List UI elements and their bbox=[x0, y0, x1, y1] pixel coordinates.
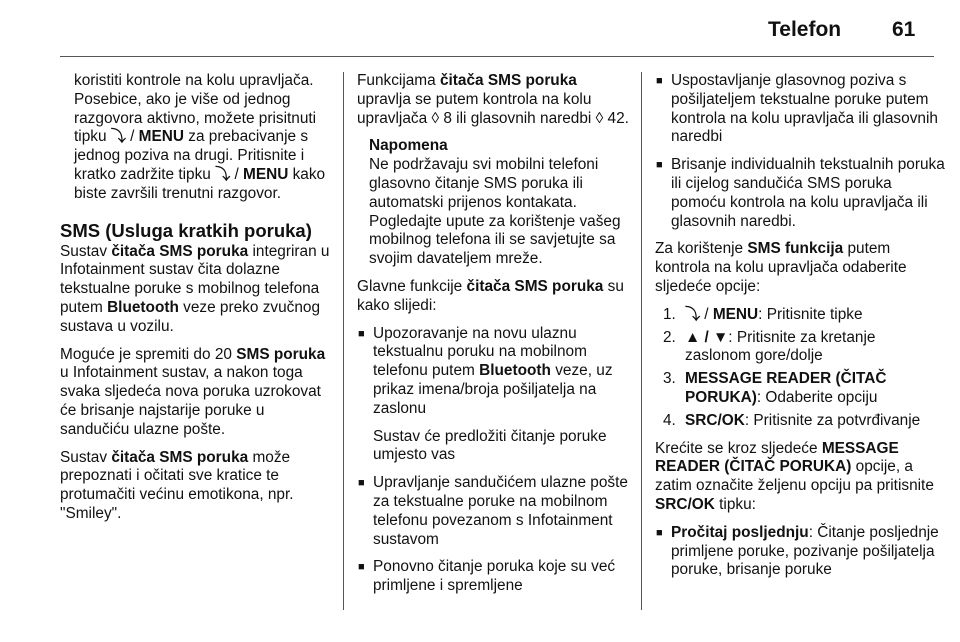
page-reference[interactable]: ◊ 42 bbox=[595, 109, 625, 127]
functions-list-continued bbox=[655, 72, 945, 231]
page-number: 61 bbox=[892, 18, 916, 41]
page-title: Telefon bbox=[768, 18, 842, 41]
navigation-paragraph: Krećite se kroz sljedeće MESSAGE READER (ČITAČ PORUKA) opcije, a zatim označite željenu opciju pa pritisnite SRC/OK tipku: bbox=[655, 439, 934, 513]
phone-icon: ⤵ bbox=[215, 165, 231, 183]
sms-storage-paragraph: Moguće je spremiti do 20 SMS poruka u Infotainment sustav, a nakon toga svaka sljedeća nova poruka uzrokovat će brisanje najstarije poruke u sandučiću ulazne pošte. bbox=[60, 345, 326, 438]
sms-abbreviation-paragraph: Sustav čitača SMS poruka može prepoznati i očitati sve kratice te protumačiti većinu emotikona, npr. "Smiley". bbox=[60, 448, 294, 522]
arrow-up-down-icon: ▲ / ▼ bbox=[685, 328, 729, 346]
header-divider bbox=[60, 56, 934, 57]
functions-intro: Glavne funkcije čitača SMS poruka su kako slijedi: bbox=[357, 277, 624, 314]
list-item-subtext: Sustav će predložiti čitanje poruke umjesto vas bbox=[373, 427, 607, 464]
note-label: Napomena bbox=[369, 137, 448, 155]
column-divider-2 bbox=[641, 72, 642, 610]
continued-paragraph: koristiti kontrole na kolu upravljača. Posebice, ako je više od jednog razgovora aktivno, možete prisitnuti tipku ⤵ / MENU za prebacivanje s jednog poziva na drugi. Pritisnite i kratko zadržite tipku ⤵ / MENU kako biste završili trenutni razgovor. bbox=[74, 72, 326, 202]
section-heading: SMS (Usluga kratkih poruka) bbox=[60, 219, 312, 241]
list-item: ■ Upozoravanje na novu ulaznu tekstualnu poruku na mobilnom telefonu putem Bluetooth veze, uz prikaz imena/broja pošiljatelja na zaslonu Sustav će predložiti čitanje poruke umjesto vas bbox=[357, 325, 633, 466]
list-item: ■ Pročitaj posljednju: Čitanje posljednje primljene poruke, pozivanje pošiljatelja poruke, brisanje poruke bbox=[655, 524, 945, 580]
note-box bbox=[369, 137, 633, 269]
controls-paragraph: Funkcijama čitača SMS poruka upravlja se putem kontrola na kolu upravljača ◊ 8 ili glasovnih naredbi ◊ 42. bbox=[357, 72, 629, 127]
phone-icon: ⤵ bbox=[110, 128, 126, 146]
step-item: 2. ▲ / ▼: Pritisnite za kretanje zaslonom gore/dolje bbox=[663, 328, 876, 365]
column-divider-1 bbox=[343, 72, 344, 610]
steps-intro: Za korištenje SMS funkcija putem kontrola na kolu upravljača odaberite sljedeće opcije: bbox=[655, 240, 907, 295]
options-list bbox=[655, 524, 945, 580]
steps-list bbox=[655, 306, 945, 431]
step-item: 4. SRC/OK: Pritisnite za potvrđivanje bbox=[663, 411, 921, 429]
sms-intro-paragraph: Sustav čitača SMS poruka integriran u Infotainment sustav čita dolazne tekstualne poruke s mobilnog telefona putem Bluetooth veze preko zvučnog sustava u vozilu. bbox=[60, 242, 330, 335]
step-item: 3. MESSAGE READER (ČITAČ PORUKA): Odaberite opciju bbox=[663, 370, 887, 406]
column-3 bbox=[655, 72, 945, 589]
list-item: ■ Uspostavljanje glasovnog poziva s pošiljateljem tekstualne poruke putem kontrola na kolu upravljača ili glasovnih naredbi bbox=[655, 72, 945, 147]
column-1 bbox=[60, 72, 332, 533]
page-reference[interactable]: ◊ 8 bbox=[431, 109, 452, 127]
note-text: Ne podržavaju svi mobilni telefoni glasovno čitanje SMS poruka ili automatski prijenos kontakata. Pogledajte upute za korištenje vašeg mobilnog telefona ili se savjetujte sa svojim davateljem mreže. bbox=[369, 156, 621, 268]
list-item: ■ Upravljanje sandučićem ulazne pošte za tekstualne poruke na mobilnom telefonu povezanom s Infotainment sustavom bbox=[357, 474, 633, 549]
list-item: ■ Ponovno čitanje poruka koje su već primljene i spremljene bbox=[357, 558, 633, 596]
step-item: 1. ⤵ / MENU: Pritisnite tipke bbox=[663, 305, 863, 323]
column-2 bbox=[357, 72, 633, 605]
functions-list bbox=[357, 325, 633, 596]
phone-icon: ⤵ bbox=[685, 305, 701, 323]
list-item: ■ Brisanje individualnih tekstualnih poruka ili cijelog sandučića SMS poruka pomoću kontrola na kolu upravljača ili glasovnih naredbi. bbox=[655, 156, 945, 231]
page-header bbox=[0, 0, 960, 56]
